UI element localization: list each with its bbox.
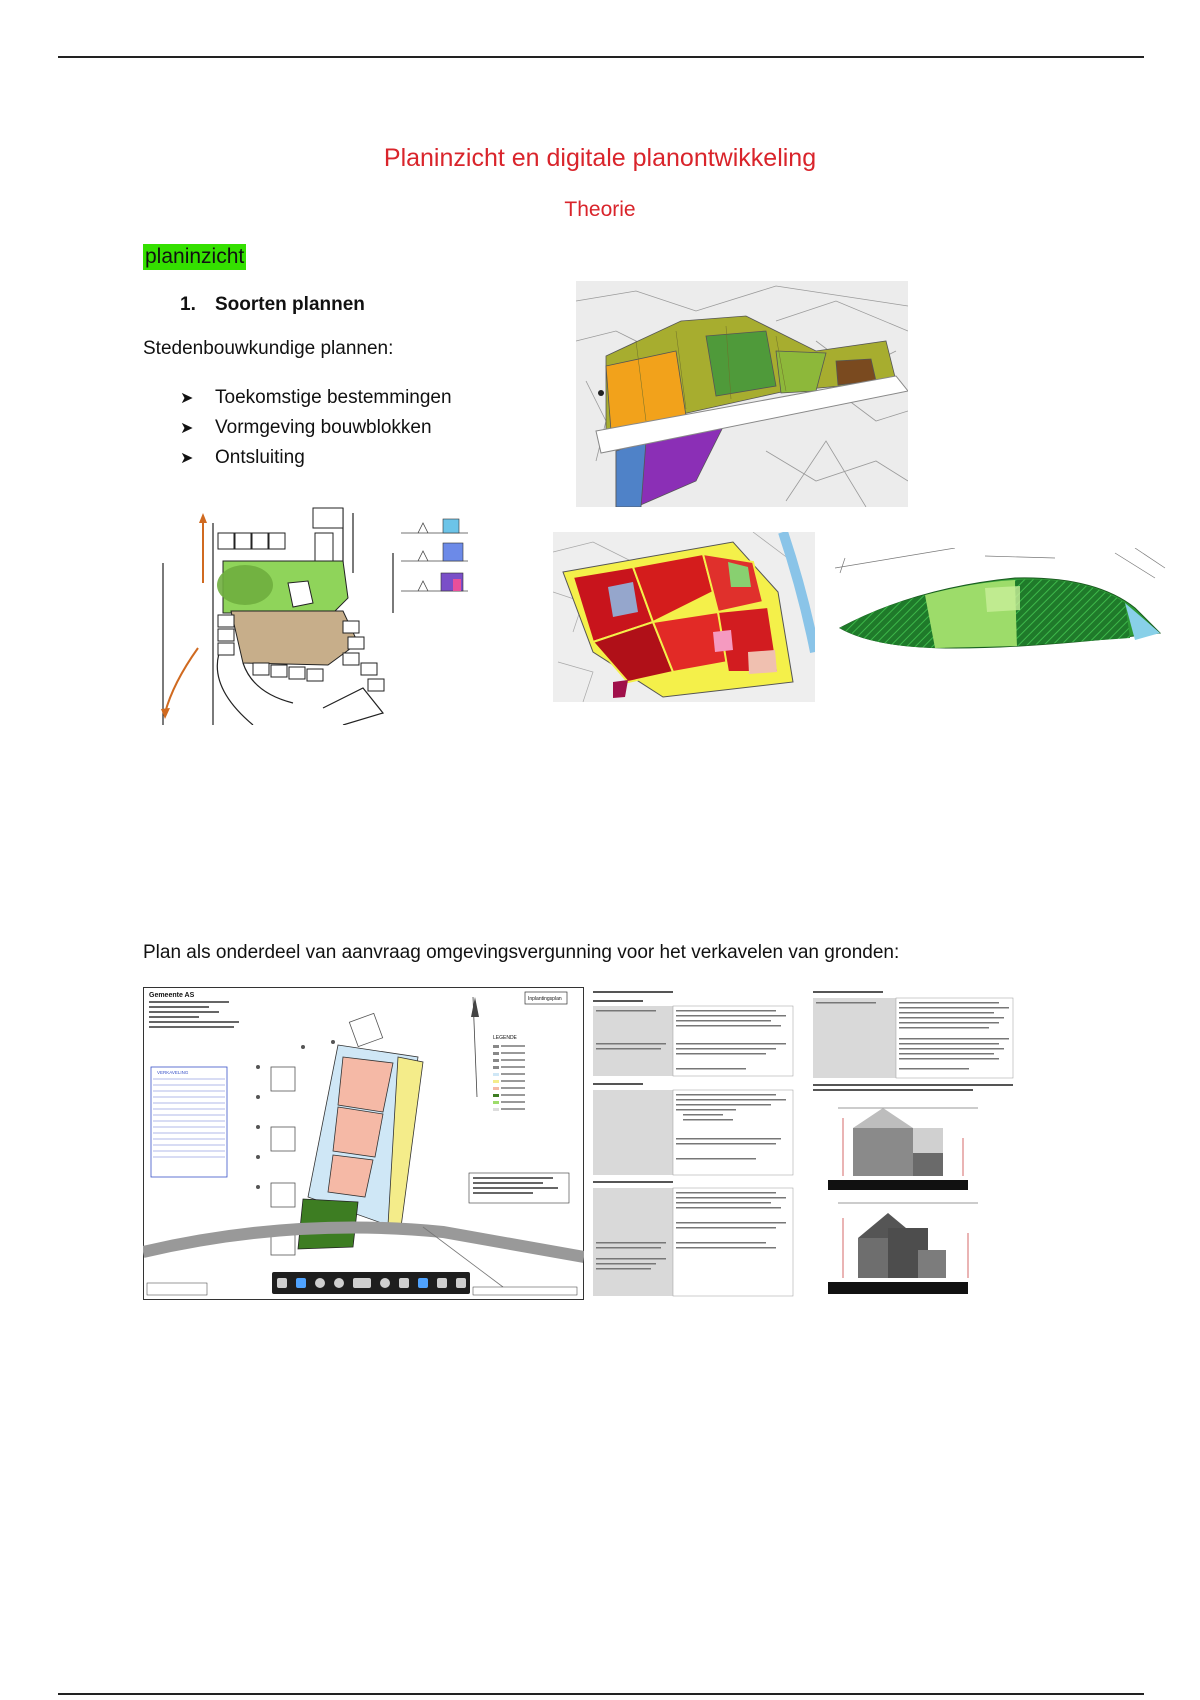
select-icon[interactable] [418,1278,428,1288]
list-item [180,383,452,413]
site-plan-header-title: Gemeente AS [149,992,195,999]
crop-icon[interactable] [399,1278,409,1288]
bottom-rule [58,1693,1144,1695]
arrow-bullet-icon: ➤ [180,390,194,407]
regulations-page-2-image [808,988,1020,1298]
bullet-text: Toekomstige bestemmingen [215,387,452,408]
bullet-text: Vormgeving bouwblokken [215,417,432,438]
site-plan-image [143,987,584,1300]
measure-icon[interactable] [437,1278,447,1288]
regulations-page-1-image [588,988,798,1298]
hand-icon[interactable] [296,1278,306,1288]
pointer-icon[interactable] [277,1278,287,1288]
list-item [180,443,452,473]
arrow-bullet-icon: ➤ [180,450,194,467]
arrow-bullet-icon: ➤ [180,420,194,437]
page-title: Planinzicht en digitale planontwikkeling [383,144,817,172]
zoom-in-icon[interactable] [334,1278,344,1288]
block-layout-sketch-image [143,503,513,725]
heading-text: Soorten plannen [215,294,365,315]
red-zoning-plan-image [553,532,815,702]
site-plan-side-label: VERKAVELING [157,1070,189,1075]
download-icon[interactable] [456,1278,466,1288]
viewer-toolbar [272,1272,470,1294]
zoom-level-field[interactable] [353,1278,371,1288]
heading-number: 1. [180,294,196,315]
intro-text: Stedenbouwkundige plannen: [143,338,394,359]
site-plan-caption: Plan als onderdeel van aanvraag omgevingsvergunning voor het verkavelen van gronden: [143,942,900,963]
numbered-heading [180,294,365,316]
green-plan-image [835,548,1170,656]
zoom-out-icon[interactable] [315,1278,325,1288]
zoning-map-image [576,281,908,507]
rotate-icon[interactable] [380,1278,390,1288]
top-rule [58,56,1144,58]
section-label-highlight: planinzicht [145,245,245,268]
site-plan-legend-title: LEGENDE [493,1035,517,1041]
bullet-text: Ontsluiting [215,447,305,468]
bullet-list [180,383,452,473]
page-subtitle: Theorie [564,198,636,221]
site-plan-stamp: Inplantingsplan [528,996,562,1002]
list-item [180,413,452,443]
